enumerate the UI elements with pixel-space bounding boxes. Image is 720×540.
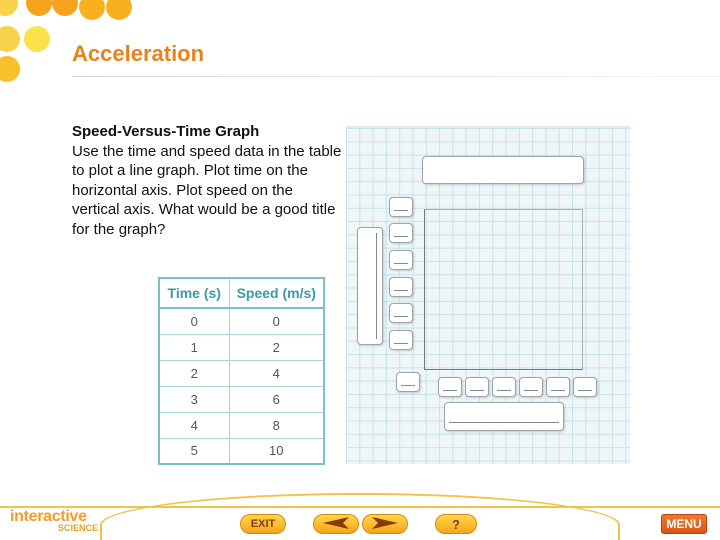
x-tick-input[interactable] — [438, 377, 462, 397]
title-divider — [72, 76, 720, 77]
table-header: Time (s) — [159, 278, 229, 308]
table-cell: 10 — [229, 438, 324, 464]
instructions-heading: Speed-Versus-Time Graph — [72, 123, 260, 140]
decor-dot — [106, 0, 132, 20]
table-cell: 3 — [159, 386, 229, 412]
x-tick-input[interactable] — [546, 377, 570, 397]
table-row — [159, 412, 324, 438]
table-cell: 0 — [159, 308, 229, 334]
decor-dot — [79, 0, 105, 20]
logo-sub-text: SCIENCE — [58, 523, 99, 533]
interactive-science-logo — [10, 508, 99, 533]
y-tick-input[interactable] — [389, 223, 413, 243]
y-tick-input[interactable] — [389, 303, 413, 323]
graph-title-input[interactable] — [422, 156, 584, 184]
back-button[interactable] — [313, 514, 359, 534]
table-header-row — [159, 278, 324, 308]
forward-button[interactable] — [362, 514, 408, 534]
table-header: Speed (m/s) — [229, 278, 324, 308]
page-title: Acceleration — [72, 41, 205, 66]
decor-dot — [52, 0, 78, 16]
table-cell: 6 — [229, 386, 324, 412]
y-tick-input[interactable] — [389, 197, 413, 217]
origin-tick-input[interactable] — [396, 372, 420, 392]
table-cell: 2 — [159, 360, 229, 386]
table-cell: 0 — [229, 308, 324, 334]
instructions-body: Use the time and speed data in the table to plot a line graph. Plot time on the horizontal axis. Plot speed on the vertical axis. What would be a good title for the graph? — [72, 142, 342, 238]
back-arrow-icon — [321, 516, 351, 533]
table-row — [159, 308, 324, 334]
table-cell: 4 — [159, 412, 229, 438]
table-row — [159, 438, 324, 464]
y-tick-input[interactable] — [389, 250, 413, 270]
exit-label: EXIT — [250, 518, 276, 530]
forward-arrow-icon — [370, 516, 400, 533]
x-tick-input[interactable] — [573, 377, 597, 397]
x-tick-input[interactable] — [465, 377, 489, 397]
plot-area[interactable] — [424, 209, 583, 370]
data-table — [158, 277, 325, 465]
decor-dot — [24, 26, 50, 52]
table-row — [159, 386, 324, 412]
instructions — [72, 122, 344, 239]
menu-label: MENU — [666, 517, 702, 531]
table-cell: 8 — [229, 412, 324, 438]
decor-dot — [0, 0, 18, 16]
table-cell: 2 — [229, 334, 324, 360]
footer-line — [0, 506, 720, 508]
y-tick-input[interactable] — [389, 330, 413, 350]
table-cell: 1 — [159, 334, 229, 360]
decor-dot — [26, 0, 52, 16]
decor-dot — [0, 56, 20, 82]
table-row — [159, 334, 324, 360]
x-tick-input[interactable] — [492, 377, 516, 397]
table-cell: 5 — [159, 438, 229, 464]
y-tick-input[interactable] — [389, 277, 413, 297]
x-axis-label-input[interactable] — [444, 402, 564, 431]
table-row — [159, 360, 324, 386]
footer-arc-decoration — [100, 493, 620, 540]
exit-button[interactable] — [240, 514, 286, 534]
x-tick-input[interactable] — [519, 377, 543, 397]
y-axis-label-input[interactable] — [357, 227, 383, 345]
help-label: ? — [452, 516, 460, 532]
table-cell: 4 — [229, 360, 324, 386]
help-button[interactable] — [435, 514, 477, 534]
menu-button[interactable] — [661, 514, 707, 534]
decor-dot — [0, 26, 20, 52]
logo-main-text: interactive — [10, 508, 87, 525]
